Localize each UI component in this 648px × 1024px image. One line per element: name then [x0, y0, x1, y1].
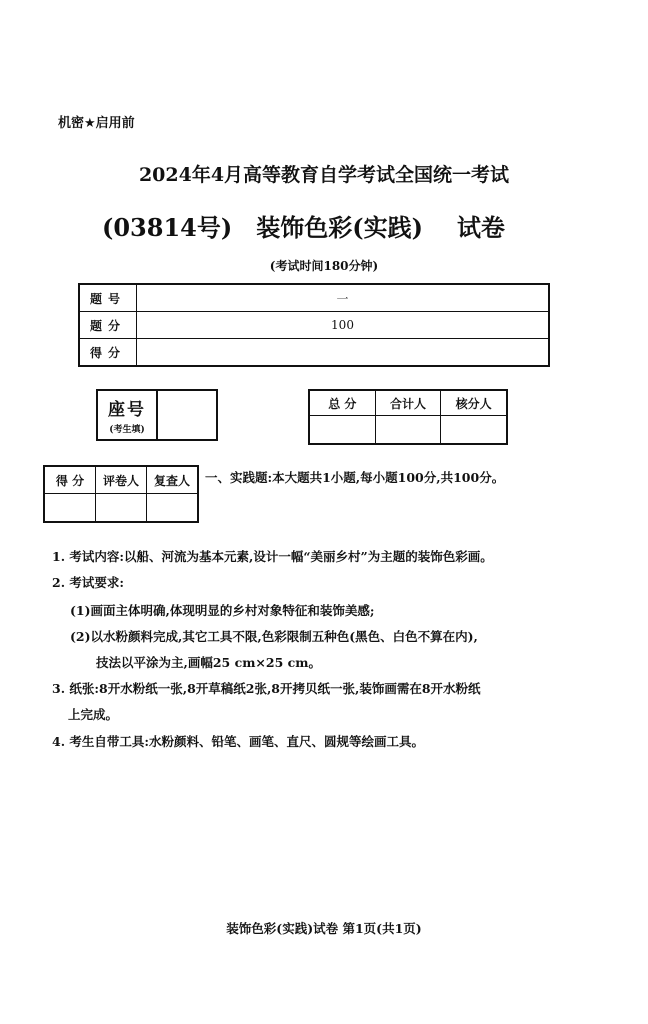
reviewer-header: 复查人 [147, 466, 199, 494]
total-score-header: 总 分 [309, 390, 375, 416]
grader-table [43, 465, 199, 523]
score-row-value: 一 [137, 284, 550, 312]
score-table [78, 283, 550, 367]
verifier-header: 核分人 [441, 390, 507, 416]
course-title [102, 208, 505, 243]
seat-number-label-cell [98, 391, 158, 439]
seat-number-box [96, 389, 218, 441]
instruction-item-2: 2. 考试要求: [52, 575, 125, 590]
total-score-table [308, 389, 508, 445]
score-cell[interactable] [44, 494, 96, 523]
score-row-value[interactable] [137, 339, 550, 367]
instruction-item-3: 3. 纸张:8开水粉纸一张,8开草稿纸2张,8开拷贝纸一张,装饰画需在8开水粉纸 [52, 681, 481, 696]
score-row-label: 得分 [79, 339, 137, 367]
tally-person-cell[interactable] [375, 416, 441, 445]
course-name: 装饰色彩(实践) [256, 213, 423, 242]
seat-number-note: (考生填) [109, 425, 145, 435]
instruction-subitem-1: (1)画面主体明确,体现明显的乡村对象特征和装饰美感; [70, 603, 375, 618]
score-row-question-number [79, 284, 549, 312]
verifier-cell[interactable] [441, 416, 507, 445]
grader-header: 评卷人 [96, 466, 147, 494]
paper-label: 试卷 [456, 213, 505, 242]
instruction-subitem-2: (2)以水粉颜料完成,其它工具不限,色彩限制五种色(黑色、白色不算在内), [70, 629, 478, 644]
score-row-value: 100 [137, 312, 550, 339]
confidential-label: 机密★启用前 [58, 116, 135, 131]
score-header: 得 分 [44, 466, 96, 494]
tally-person-header: 合计人 [375, 390, 441, 416]
section-heading: 一、实践题:本大题共1小题,每小题100分,共100分。 [205, 470, 505, 485]
course-code: (03814号) [102, 213, 233, 242]
score-row-earned [79, 339, 549, 367]
exam-time: (考试时间180分钟) [269, 259, 379, 273]
instruction-subitem-2-continued: 技法以平涂为主,画幅25 cm×25 cm。 [96, 655, 321, 670]
exam-title: 2024年4月高等教育自学考试全国统一考试 [138, 164, 510, 186]
score-row-question-points [79, 312, 549, 339]
instruction-item-3-continued: 上完成。 [68, 707, 119, 722]
grader-entry-row [44, 494, 198, 523]
total-entry-row [309, 416, 507, 445]
instruction-item-1: 1. 考试内容:以船、河流为基本元素,设计一幅“美丽乡村”为主题的装饰色彩画。 [52, 549, 493, 564]
page-footer: 装饰色彩(实践)试卷 第1页(共1页) [226, 921, 422, 936]
score-row-label: 题分 [79, 312, 137, 339]
total-score-cell[interactable] [309, 416, 375, 445]
instruction-item-4: 4. 考生自带工具:水粉颜料、铅笔、画笔、直尺、圆规等绘画工具。 [52, 734, 425, 749]
score-row-label: 题号 [79, 284, 137, 312]
grader-header-row [44, 466, 198, 494]
grader-cell[interactable] [96, 494, 147, 523]
total-header-row [309, 390, 507, 416]
seat-number-label: 座号 [108, 400, 146, 420]
reviewer-cell[interactable] [147, 494, 199, 523]
